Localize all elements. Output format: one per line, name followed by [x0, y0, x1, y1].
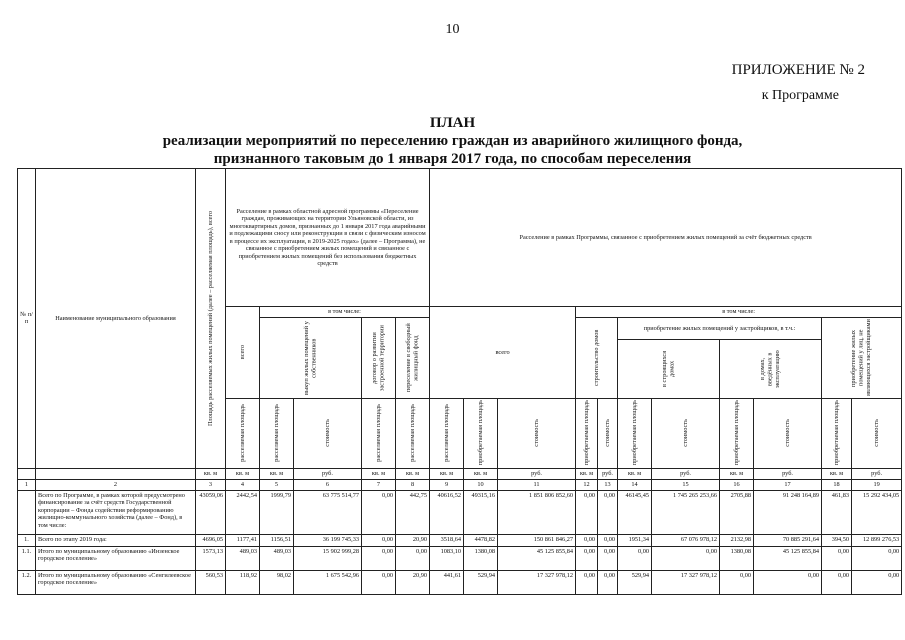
header-total-area: Площадь расселяемых жилых помещений (далее – расселяемая площадь), всего — [196, 169, 226, 469]
sub-acquired-area: приобретаемая площадь — [576, 398, 598, 468]
col-number: 2 — [36, 479, 196, 490]
sub-cost: стоимость — [598, 398, 618, 468]
row-value: 20,90 — [396, 534, 430, 546]
row-value: 15 902 999,28 — [294, 546, 362, 570]
sub-cost: стоимость — [754, 398, 822, 468]
row-value: 1083,10 — [430, 546, 464, 570]
col-number: 1 — [18, 479, 36, 490]
title-line-3: признанного таковым до 1 января 2017 года, по способам переселения — [213, 151, 692, 167]
row-value: 67 076 978,12 — [652, 534, 720, 546]
page-number: 10 — [445, 22, 460, 37]
row-name: Всего по этапу 2019 года: — [36, 534, 196, 546]
col-number: 4 — [226, 479, 260, 490]
row-value: 0,00 — [618, 546, 652, 570]
row-value: 2132,98 — [720, 534, 754, 546]
header-purchase: приобретение жилых помещений у застройщиков, в т.ч.: — [618, 317, 822, 340]
row-value: 0,00 — [396, 546, 430, 570]
header-b-total: всего — [430, 307, 576, 399]
header-a-total: всего — [226, 307, 260, 399]
unit-rub: руб. — [852, 468, 902, 479]
row-value: 489,03 — [260, 546, 294, 570]
unit-cell — [36, 468, 196, 479]
row-value: 1 745 265 253,66 — [652, 490, 720, 534]
sub-acquired-area: приобретаемая площадь — [822, 398, 852, 468]
row-value: 0,00 — [754, 570, 822, 594]
row-value: 70 885 291,64 — [754, 534, 822, 546]
row-value: 0,00 — [576, 570, 598, 594]
header-not-developers: приобретение жилых помещений у лиц, не являющихся застройщиками — [822, 317, 902, 398]
appendix-subtitle: к Программе — [761, 88, 839, 103]
header-dev-agreement: договор о развитии застроенной территории — [362, 317, 396, 398]
row-value: 49315,16 — [464, 490, 498, 534]
unit-sqm: кв. м — [720, 468, 754, 479]
unit-sqm: кв. м — [260, 468, 294, 479]
col-number: 3 — [196, 479, 226, 490]
row-value: 441,61 — [430, 570, 464, 594]
row-value: 489,03 — [226, 546, 260, 570]
header-free-fund: переселение в свободный жилищный фонд — [396, 317, 430, 398]
col-number: 5 — [260, 479, 294, 490]
unit-cell — [18, 468, 36, 479]
row-value: 529,94 — [618, 570, 652, 594]
row-value: 0,00 — [822, 570, 852, 594]
row-value: 2705,88 — [720, 490, 754, 534]
row-value: 1573,13 — [196, 546, 226, 570]
sub-relocated-area: расселяемая площадь — [362, 398, 396, 468]
unit-rub: руб. — [598, 468, 618, 479]
sub-cost: стоимость — [652, 398, 720, 468]
row-value: 0,00 — [598, 534, 618, 546]
row-value: 0,00 — [362, 546, 396, 570]
col-number: 12 — [576, 479, 598, 490]
header-no: № п/п — [18, 169, 36, 469]
col-number: 18 — [822, 479, 852, 490]
row-value: 40616,52 — [430, 490, 464, 534]
row-value: 0,00 — [852, 546, 902, 570]
title-line-1: ПЛАН — [429, 115, 476, 131]
header-commissioned: в домах, введённых в эксплуатацию — [720, 340, 822, 398]
row-value: 46145,45 — [618, 490, 652, 534]
row-value: 0,00 — [598, 490, 618, 534]
row-name: Итого по муниципальному образованию «Инзенское городское поселение» — [36, 546, 196, 570]
appendix-title: ПРИЛОЖЕНИЕ № 2 — [731, 62, 865, 78]
plan-table — [17, 168, 902, 595]
table-row — [18, 546, 902, 570]
row-value: 0,00 — [576, 490, 598, 534]
row-value: 1380,08 — [720, 546, 754, 570]
row-value: 1951,34 — [618, 534, 652, 546]
col-number: 11 — [498, 479, 576, 490]
row-number: 1.2. — [18, 570, 36, 594]
row-value: 0,00 — [576, 534, 598, 546]
row-value: 1 675 542,96 — [294, 570, 362, 594]
header-buyout: выкуп жилых помещений у собственников — [260, 317, 362, 398]
row-value: 150 861 846,27 — [498, 534, 576, 546]
col-number: 17 — [754, 479, 822, 490]
row-value: 12 899 276,53 — [852, 534, 902, 546]
row-value: 20,90 — [396, 570, 430, 594]
sub-cost: стоимость — [852, 398, 902, 468]
row-value: 0,00 — [362, 570, 396, 594]
units-row — [18, 468, 902, 479]
row-value: 98,02 — [260, 570, 294, 594]
row-value: 560,53 — [196, 570, 226, 594]
unit-sqm: кв. м — [226, 468, 260, 479]
row-value: 17 327 978,12 — [498, 570, 576, 594]
header-a-incl: в том числе: — [260, 307, 430, 318]
table-row — [18, 570, 902, 594]
row-name: Всего по Программе, в рамках которой предусмотрено финансирование за счёт средств Государственной корпорации – Фонда содействия реформированию жилищно-коммунального хозяйства (далее – Фонд), в том числе: — [36, 490, 196, 534]
row-value: 4478,82 — [464, 534, 498, 546]
col-number: 10 — [464, 479, 498, 490]
unit-sqm: кв. м — [196, 468, 226, 479]
sub-relocated-area: расселяемая площадь — [226, 398, 260, 468]
header-b-incl: в том числе: — [576, 307, 902, 318]
sub-cost: стоимость — [294, 398, 362, 468]
row-value: 0,00 — [598, 546, 618, 570]
column-numbers-row — [18, 479, 902, 490]
header-under-construction: в строящихся домах — [618, 340, 720, 398]
row-value: 91 248 164,89 — [754, 490, 822, 534]
row-value: 0,00 — [598, 570, 618, 594]
col-number: 9 — [430, 479, 464, 490]
row-value: 17 327 978,12 — [652, 570, 720, 594]
document-title — [0, 114, 905, 168]
col-number: 15 — [652, 479, 720, 490]
row-value: 2442,54 — [226, 490, 260, 534]
sub-cost: стоимость — [498, 398, 576, 468]
sub-relocated-area: расселяемая площадь — [430, 398, 464, 468]
row-value: 1380,08 — [464, 546, 498, 570]
sub-relocated-area: расселяемая площадь — [260, 398, 294, 468]
row-value: 0,00 — [362, 534, 396, 546]
col-number: 13 — [598, 479, 618, 490]
row-number: 1.1. — [18, 546, 36, 570]
row-number — [18, 490, 36, 534]
row-value: 63 775 514,77 — [294, 490, 362, 534]
row-value: 15 292 434,05 — [852, 490, 902, 534]
row-value: 43059,06 — [196, 490, 226, 534]
col-number: 16 — [720, 479, 754, 490]
row-value: 45 125 855,84 — [498, 546, 576, 570]
unit-sqm: кв. м — [430, 468, 464, 479]
sub-relocated-area: расселяемая площадь — [396, 398, 430, 468]
table-row — [18, 534, 902, 546]
row-value: 461,83 — [822, 490, 852, 534]
col-number: 14 — [618, 479, 652, 490]
col-number: 6 — [294, 479, 362, 490]
row-value: 0,00 — [652, 546, 720, 570]
unit-sqm: кв. м — [464, 468, 498, 479]
unit-sqm: кв. м — [362, 468, 396, 479]
unit-sqm: кв. м — [396, 468, 430, 479]
sub-acquired-area: приобретаемая площадь — [720, 398, 754, 468]
row-value: 0,00 — [852, 570, 902, 594]
row-value: 45 125 855,84 — [754, 546, 822, 570]
sub-acquired-area: приобретаемая площадь — [618, 398, 652, 468]
header-build: строительство домов — [576, 317, 618, 398]
table-row — [18, 490, 902, 534]
unit-sqm: кв. м — [822, 468, 852, 479]
row-value: 118,92 — [226, 570, 260, 594]
col-number: 19 — [852, 479, 902, 490]
col-number: 8 — [396, 479, 430, 490]
row-value: 4696,05 — [196, 534, 226, 546]
row-value: 0,00 — [720, 570, 754, 594]
title-line-2: реализации мероприятий по переселению граждан из аварийного жилищного фонда, — [162, 133, 743, 149]
col-number: 7 — [362, 479, 396, 490]
row-name: Итого по муниципальному образованию «Сенгилеевское городское поселение» — [36, 570, 196, 594]
row-value: 394,50 — [822, 534, 852, 546]
sub-acquired-area: приобретаемая площадь — [464, 398, 498, 468]
row-value: 0,00 — [822, 546, 852, 570]
row-number: 1. — [18, 534, 36, 546]
header-group-a: Расселение в рамках областной адресной программы «Переселение граждан, проживающих на территории Ульяновской области, из многоквартирных домов, признанных до 1 января 2017 года аварийными и подлежащими сносу или реконструкции в связи с физическим износом в процессе их эксплуатации, в 2019-2025 годах» (далее – Программа), не связанное с приобретением жилых помещений и связанное с приобретением жилых помещений без использования бюджетных средств — [226, 169, 430, 307]
unit-sqm: кв. м — [576, 468, 598, 479]
unit-sqm: кв. м — [618, 468, 652, 479]
header-group-b: Расселение в рамках Программы, связанное с приобретением жилых помещений за счёт бюджетных средств — [430, 169, 902, 307]
unit-rub: руб. — [294, 468, 362, 479]
unit-rub: руб. — [652, 468, 720, 479]
row-value: 442,75 — [396, 490, 430, 534]
row-value: 0,00 — [362, 490, 396, 534]
unit-rub: руб. — [754, 468, 822, 479]
row-value: 1999,79 — [260, 490, 294, 534]
header-name: Наименование муниципального образования — [36, 169, 196, 469]
row-value: 1177,41 — [226, 534, 260, 546]
row-value: 1156,51 — [260, 534, 294, 546]
row-value: 0,00 — [576, 546, 598, 570]
row-value: 1 851 806 852,60 — [498, 490, 576, 534]
row-value: 529,94 — [464, 570, 498, 594]
row-value: 3518,64 — [430, 534, 464, 546]
row-value: 36 199 745,33 — [294, 534, 362, 546]
unit-rub: руб. — [498, 468, 576, 479]
